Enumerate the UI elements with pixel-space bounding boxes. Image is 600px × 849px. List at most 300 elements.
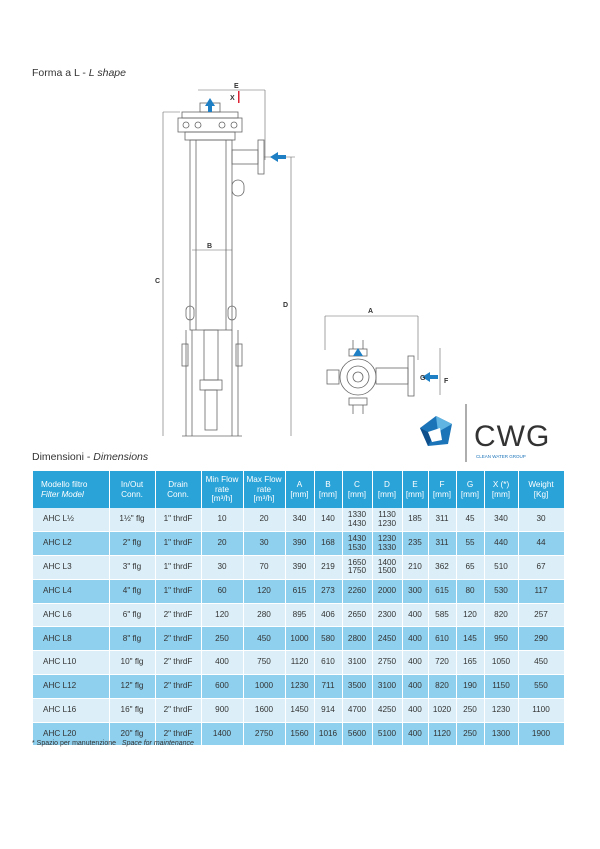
table-cell <box>155 579 201 603</box>
column-header <box>428 471 456 508</box>
cell-value: 10" flg <box>120 657 144 667</box>
cell-value: 1½" flg <box>119 514 145 524</box>
table-cell <box>285 556 314 580</box>
table-cell <box>428 675 456 699</box>
table-cell <box>456 508 484 532</box>
table-cell <box>201 722 243 746</box>
cell-value: 165 <box>463 657 477 667</box>
cell-value: 1650 <box>347 557 367 567</box>
table-cell <box>342 508 372 532</box>
column-header <box>372 471 402 508</box>
column-header <box>314 471 342 508</box>
cell-value: 1130 <box>378 510 396 520</box>
table-cell <box>33 651 109 675</box>
cell-value: 117 <box>534 585 548 595</box>
cell-value: 615 <box>292 585 307 595</box>
cell-value: AHC L12 <box>43 681 77 691</box>
cell-value: 1430 <box>347 518 367 528</box>
cell-value: 2260 <box>347 585 367 595</box>
table-cell <box>109 698 155 722</box>
cell-value: 340 <box>494 514 508 524</box>
cell-value: 1230 <box>377 534 397 544</box>
table-cell <box>285 675 314 699</box>
cell-value: 950 <box>494 633 508 643</box>
table-row <box>33 675 564 699</box>
table-cell <box>518 698 564 722</box>
table-cell <box>484 532 518 556</box>
cell-value: 530 <box>494 585 508 595</box>
header-line: In/Out <box>120 480 144 490</box>
table-cell <box>314 698 342 722</box>
table-cell <box>109 579 155 603</box>
cell-value: AHC L2 <box>43 538 72 548</box>
table-cell <box>342 651 372 675</box>
cell-value: 450 <box>257 633 271 643</box>
table-row <box>33 651 564 675</box>
cell-value: 20 <box>217 538 227 548</box>
table-cell <box>456 579 484 603</box>
cell-value: 580 <box>321 633 335 643</box>
table-cell <box>372 675 402 699</box>
table-cell <box>285 508 314 532</box>
cell-value: 1430 <box>347 534 367 544</box>
cell-value: 1230 <box>491 704 511 714</box>
header-line: Modello filtro <box>41 480 88 490</box>
cell-value: 895 <box>292 609 307 619</box>
table-cell <box>243 722 285 746</box>
table-cell <box>484 508 518 532</box>
cell-value: 2800 <box>347 633 367 643</box>
header-line: [mm] <box>460 489 480 499</box>
table-body <box>33 508 564 746</box>
cell-value: 311 <box>435 538 449 548</box>
header-line: [mm] <box>318 489 338 499</box>
cell-value: 280 <box>257 609 271 619</box>
table-cell <box>314 556 342 580</box>
table-cell <box>518 603 564 627</box>
cell-value: 300 <box>408 585 422 595</box>
label-d: D <box>283 302 289 309</box>
title-en: Dimensions <box>93 451 149 463</box>
cell-value: 3500 <box>347 681 367 691</box>
table-cell <box>428 698 456 722</box>
cell-value: 1016 <box>318 728 338 738</box>
table-cell <box>243 556 285 580</box>
cell-value: 820 <box>435 681 449 691</box>
cell-value: AHC L3 <box>43 562 72 572</box>
table-cell <box>428 627 456 651</box>
outlet-arrow-icon <box>205 98 215 112</box>
table-cell <box>109 675 155 699</box>
table-cell <box>155 508 201 532</box>
cell-value: 610 <box>435 633 449 643</box>
table-cell <box>285 722 314 746</box>
table-cell <box>201 579 243 603</box>
cell-value: 210 <box>408 562 422 572</box>
logo-tagline: CLEAN WATER GROUP <box>476 454 526 459</box>
table-cell <box>402 722 428 746</box>
cell-value: 440 <box>494 538 508 548</box>
table-cell <box>285 532 314 556</box>
table-cell <box>201 627 243 651</box>
table-header <box>33 471 564 508</box>
header-line: Max Flow <box>246 475 282 485</box>
cell-value: 30 <box>259 538 269 548</box>
header-line: [mm] <box>491 489 511 499</box>
footnote-en: Space for maintenance <box>121 740 194 747</box>
cell-value: 1" thrdF <box>163 562 193 572</box>
cell-value: 257 <box>534 609 548 619</box>
header-line: Weight <box>528 480 554 490</box>
cell-value: 1050 <box>491 657 511 667</box>
cell-value: 4700 <box>347 704 367 714</box>
table-cell <box>428 603 456 627</box>
label-f: F <box>444 378 449 385</box>
table-cell <box>243 579 285 603</box>
table-cell <box>372 627 402 651</box>
label-g: G <box>420 375 426 382</box>
cell-value: 120 <box>257 585 271 595</box>
column-header <box>243 471 285 508</box>
cell-value: 290 <box>534 633 548 643</box>
table-cell <box>484 651 518 675</box>
cell-value: 400 <box>408 681 422 691</box>
table-cell <box>518 651 564 675</box>
table-cell <box>109 532 155 556</box>
table-cell <box>243 508 285 532</box>
cell-value: 615 <box>435 585 449 595</box>
table-row <box>33 508 564 532</box>
cell-value: 120 <box>215 609 229 619</box>
label-a: A <box>368 308 374 315</box>
cell-value: 510 <box>494 562 508 572</box>
table-cell <box>33 556 109 580</box>
table-cell <box>33 675 109 699</box>
footnote-it: * Spazio per manutenzione <box>32 740 117 747</box>
table-cell <box>372 603 402 627</box>
table-row <box>33 556 564 580</box>
header-line: B <box>325 480 331 490</box>
cell-value: 2" thrdF <box>163 633 193 643</box>
logo-text: CWG <box>474 420 551 453</box>
table-cell <box>484 556 518 580</box>
table-cell <box>372 556 402 580</box>
cell-value: 3100 <box>347 657 367 667</box>
cell-value: 2300 <box>377 609 397 619</box>
cell-value: 2450 <box>377 633 397 643</box>
cell-value: 8" flg <box>122 633 142 643</box>
table-cell <box>402 579 428 603</box>
table-cell <box>33 508 109 532</box>
header-line: Conn. <box>167 489 189 499</box>
cell-value: 1900 <box>531 728 551 738</box>
cell-value: 4" flg <box>122 585 142 595</box>
cell-value: AHC L8 <box>43 633 72 643</box>
cell-value: 1000 <box>290 633 309 643</box>
table-cell <box>456 651 484 675</box>
table-cell <box>314 627 342 651</box>
cell-value: 362 <box>435 562 449 572</box>
table-cell <box>428 722 456 746</box>
table-cell <box>402 698 428 722</box>
cell-value: 4250 <box>377 704 397 714</box>
cell-value: 12" flg <box>120 681 144 691</box>
cell-value: 60 <box>217 585 227 595</box>
cell-value: 720 <box>435 657 449 667</box>
table-cell <box>342 532 372 556</box>
table-cell <box>201 603 243 627</box>
cell-value: 2" thrdF <box>163 681 193 691</box>
cell-value: 390 <box>292 538 307 548</box>
header-line: [mm] <box>290 489 309 499</box>
table-cell <box>484 722 518 746</box>
plan-view-cover <box>340 359 376 395</box>
table-cell <box>33 627 109 651</box>
title-it: Forma a L - <box>32 67 89 79</box>
cell-value: 235 <box>408 538 422 548</box>
table-cell <box>285 579 314 603</box>
footnote <box>32 740 194 747</box>
table-cell <box>155 651 201 675</box>
cell-value: 711 <box>321 681 335 691</box>
section-title-dimensions <box>32 451 148 463</box>
cell-value: 400 <box>408 657 422 667</box>
table-cell <box>314 532 342 556</box>
header-line: Drain <box>168 480 188 490</box>
table-cell <box>372 508 402 532</box>
cell-value: 145 <box>463 633 477 643</box>
table-cell <box>402 675 428 699</box>
header-line: Min Flow <box>205 475 239 485</box>
table-cell <box>285 627 314 651</box>
table-cell <box>342 579 372 603</box>
table-cell <box>518 508 564 532</box>
cell-value: 2000 <box>377 585 397 595</box>
title-it: Dimensioni - <box>32 451 94 463</box>
table-cell <box>518 675 564 699</box>
table-cell <box>518 579 564 603</box>
header-line: rate <box>214 484 230 494</box>
cell-value: 340 <box>292 514 307 524</box>
cell-value: 1" thrdF <box>163 538 193 548</box>
table-cell <box>314 579 342 603</box>
table-cell <box>342 675 372 699</box>
outlet-nozzle <box>232 150 258 164</box>
cell-value: 390 <box>292 562 307 572</box>
cell-value: 45 <box>465 514 475 524</box>
cell-value: 1000 <box>254 681 274 691</box>
table-cell <box>314 675 342 699</box>
cell-value: 1400 <box>377 557 397 567</box>
table-cell <box>243 532 285 556</box>
table-cell <box>314 508 342 532</box>
table-cell <box>33 603 109 627</box>
cell-value: 1530 <box>347 542 367 552</box>
table-cell <box>155 556 201 580</box>
cell-value: 1" thrdF <box>163 514 193 524</box>
table-cell <box>33 579 109 603</box>
table-cell <box>456 603 484 627</box>
table-row <box>33 627 564 651</box>
table-row <box>33 603 564 627</box>
cell-value: 80 <box>465 585 475 595</box>
cell-value: 311 <box>435 514 449 524</box>
header-line: Conn. <box>121 489 143 499</box>
table-cell <box>484 627 518 651</box>
cell-value: 400 <box>215 657 229 667</box>
cell-value: 70 <box>259 562 269 572</box>
table-cell <box>109 556 155 580</box>
table-cell <box>484 603 518 627</box>
table-cell <box>243 675 285 699</box>
cell-value: 2" flg <box>122 538 142 548</box>
column-header <box>155 471 201 508</box>
cell-value: 140 <box>321 514 335 524</box>
dimensions-table <box>33 471 565 746</box>
table-cell <box>402 603 428 627</box>
table-cell <box>402 651 428 675</box>
table-cell <box>201 651 243 675</box>
table-cell <box>456 722 484 746</box>
table-cell <box>342 603 372 627</box>
header-line: F <box>439 480 445 490</box>
cell-value: 273 <box>321 585 335 595</box>
header-line: rate <box>256 484 272 494</box>
header-line: [mm] <box>347 489 367 499</box>
title-en: L shape <box>88 67 126 79</box>
cell-value: 1600 <box>254 704 274 714</box>
cell-value: 2" thrdF <box>163 609 193 619</box>
table-cell <box>155 603 201 627</box>
table-cell <box>456 556 484 580</box>
table-cell <box>402 508 428 532</box>
cell-value: 1330 <box>377 542 397 552</box>
cell-value: AHC L16 <box>43 704 77 714</box>
cell-value: 55 <box>465 538 475 548</box>
table-cell <box>201 698 243 722</box>
table-row <box>33 579 564 603</box>
header-line: [mm] <box>405 489 425 499</box>
cell-value: 10 <box>217 514 227 524</box>
cell-value: 30 <box>217 562 227 572</box>
label-b: B <box>207 243 213 250</box>
table-cell <box>342 698 372 722</box>
table-cell <box>456 627 484 651</box>
label-e: E <box>234 83 239 90</box>
table-cell <box>484 579 518 603</box>
cell-value: 550 <box>534 681 548 691</box>
table-cell <box>456 698 484 722</box>
cell-value: AHC L4 <box>43 585 72 595</box>
table-cell <box>484 675 518 699</box>
header-line: X (*) <box>492 480 510 490</box>
cell-value: 400 <box>408 728 422 738</box>
cell-value: 5600 <box>347 728 367 738</box>
cell-value: 406 <box>321 609 335 619</box>
column-header <box>201 471 243 508</box>
column-header <box>456 471 484 508</box>
cell-value: 1750 <box>347 566 367 576</box>
cell-value: 3" flg <box>122 562 142 572</box>
cell-value: 2650 <box>347 609 367 619</box>
cell-value: 250 <box>215 633 229 643</box>
logo-mark-icon <box>420 416 452 446</box>
cell-value: 6" flg <box>122 609 142 619</box>
table-cell <box>201 675 243 699</box>
cell-value: 1230 <box>377 518 397 528</box>
cell-value: 610 <box>321 657 335 667</box>
cell-value: 1150 <box>492 681 510 691</box>
header-line: [m³/h] <box>253 494 275 504</box>
table-cell <box>243 627 285 651</box>
cell-value: 1120 <box>433 728 451 738</box>
table-cell <box>109 508 155 532</box>
cell-value: 600 <box>215 681 229 691</box>
table-cell <box>372 579 402 603</box>
table-cell <box>109 603 155 627</box>
table-cell <box>33 532 109 556</box>
table-cell <box>342 722 372 746</box>
table-cell <box>428 556 456 580</box>
table-cell <box>285 698 314 722</box>
table-cell <box>342 627 372 651</box>
column-header <box>402 471 428 508</box>
cell-value: 585 <box>435 609 449 619</box>
cell-value: 2" thrdF <box>163 728 193 738</box>
cell-value: 5100 <box>377 728 397 738</box>
table-cell <box>518 722 564 746</box>
header-line: Filter Model <box>41 489 84 499</box>
table-cell <box>518 627 564 651</box>
table-cell <box>201 556 243 580</box>
cell-value: 2" thrdF <box>163 657 193 667</box>
cell-value: 1500 <box>377 566 397 576</box>
cell-value: 168 <box>321 538 335 548</box>
table-cell <box>155 532 201 556</box>
table-cell <box>518 556 564 580</box>
table-cell <box>109 651 155 675</box>
table-cell <box>201 508 243 532</box>
table-cell <box>428 579 456 603</box>
cell-value: 1" thrdF <box>163 585 193 595</box>
cell-value: 65 <box>465 562 475 572</box>
table-cell <box>402 532 428 556</box>
header-line: D <box>384 480 390 490</box>
cell-value: AHC L10 <box>43 657 77 667</box>
cell-value: AHC L6 <box>43 609 72 619</box>
cell-value: 750 <box>257 657 271 667</box>
table-cell <box>428 508 456 532</box>
cell-value: 2750 <box>377 657 397 667</box>
table-cell <box>402 627 428 651</box>
cell-value: 2750 <box>254 728 274 738</box>
cell-value: AHC L20 <box>43 728 77 738</box>
cell-value: 1020 <box>432 704 452 714</box>
cell-value: 20" flg <box>120 728 144 738</box>
table-cell <box>109 627 155 651</box>
cell-value: 1330 <box>347 510 367 520</box>
cell-value: 1560 <box>290 728 309 738</box>
column-header <box>518 471 564 508</box>
cell-value: 1300 <box>491 728 511 738</box>
header-line: [mm] <box>432 489 452 499</box>
table-cell <box>155 627 201 651</box>
cwg-logo <box>408 402 568 466</box>
cell-value: 1230 <box>290 681 309 691</box>
column-header <box>33 471 109 508</box>
header-line: C <box>354 480 360 490</box>
table-cell <box>285 603 314 627</box>
